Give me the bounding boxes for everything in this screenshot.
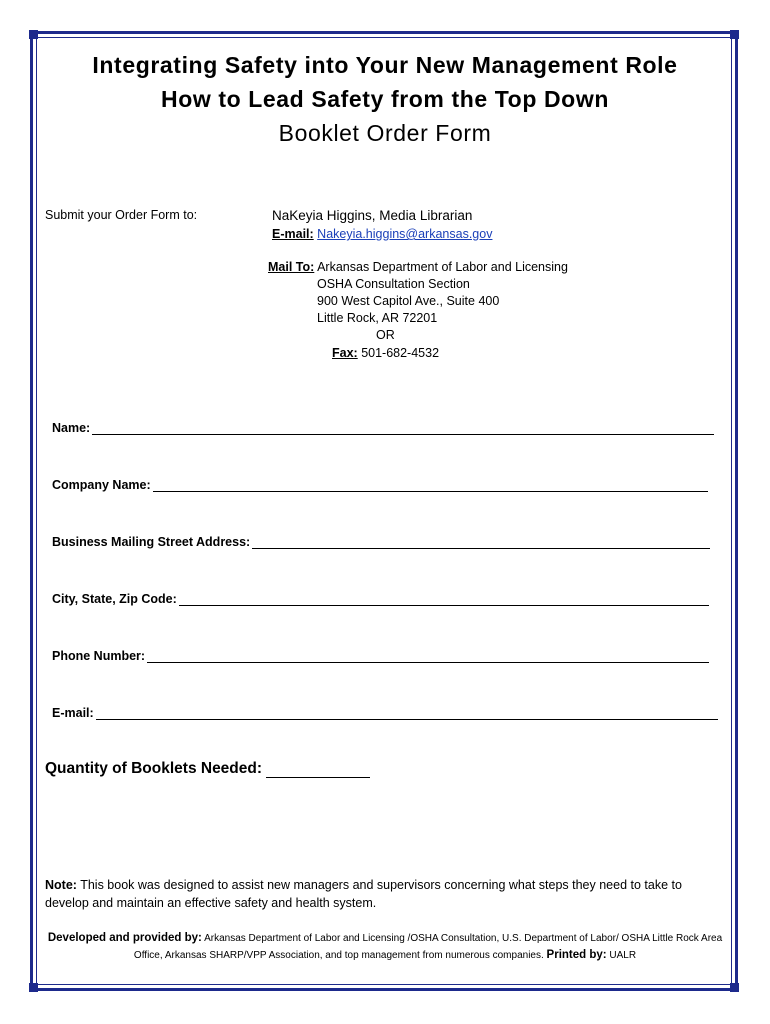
- mail-address-line-1: Arkansas Department of Labor and Licensing: [317, 260, 568, 274]
- developed-text: Arkansas Department of Labor and Licensing /OSHA Consultation, U.S. Department of Labor/ OSHA Little Rock Area Office, Arkansas SHARP/VPP Association, and top management from numerous companies.: [133, 933, 723, 961]
- developed-label: Developed and provided by:: [47, 932, 202, 944]
- mail-line-1: [268, 260, 568, 274]
- title-line-3: Booklet Order Form: [278, 120, 492, 146]
- corner-ornament-top-left: [29, 30, 38, 39]
- title-line-2: How to Lead Safety from the Top Down: [161, 86, 609, 112]
- phone-field[interactable]: [52, 649, 709, 663]
- fax-value: 501-682-4532: [361, 346, 440, 360]
- city-label: City, State, Zip Code:: [52, 592, 177, 606]
- address-field[interactable]: [52, 535, 710, 549]
- city-blank[interactable]: [179, 592, 709, 606]
- mail-label: Mail To:: [268, 260, 315, 274]
- note-paragraph: [45, 876, 725, 912]
- note-label: Note:: [45, 878, 77, 892]
- quantity-label: Quantity of Booklets Needed:: [45, 760, 263, 777]
- fax-label: Fax:: [332, 346, 358, 360]
- contact-name: NaKeyia Higgins, Media Librarian: [272, 208, 473, 223]
- email-field[interactable]: [52, 706, 718, 720]
- or-label: OR: [376, 328, 395, 342]
- phone-blank[interactable]: [147, 649, 709, 663]
- corner-ornament-top-right: [730, 30, 739, 39]
- address-blank[interactable]: [252, 535, 710, 549]
- email-line: [272, 227, 492, 241]
- email-label: E-mail:: [272, 227, 314, 241]
- email-link[interactable]: Nakeyia.higgins@arkansas.gov: [317, 227, 493, 241]
- company-blank[interactable]: [153, 478, 708, 492]
- mail-address-line-4: Little Rock, AR 72201: [317, 311, 438, 325]
- company-field[interactable]: [52, 478, 708, 492]
- title-line-1: Integrating Safety into Your New Management Role: [92, 52, 678, 78]
- company-label: Company Name:: [52, 478, 151, 492]
- city-field[interactable]: [52, 592, 709, 606]
- mail-address-line-2: OSHA Consultation Section: [317, 277, 470, 291]
- corner-ornament-bottom-right: [730, 983, 739, 992]
- printed-label: Printed by:: [546, 949, 607, 961]
- email-field-label: E-mail:: [52, 706, 94, 720]
- name-blank[interactable]: [92, 421, 714, 435]
- email-blank[interactable]: [96, 706, 718, 720]
- address-label: Business Mailing Street Address:: [52, 535, 251, 549]
- name-field[interactable]: [52, 421, 714, 435]
- printed-text: UALR: [609, 950, 637, 961]
- note-text: This book was designed to assist new managers and supervisors concerning what steps they need to take to develop and maintain an effective safety and health system.: [45, 878, 682, 910]
- mail-address-line-3: 900 West Capitol Ave., Suite 400: [317, 294, 500, 308]
- name-label: Name:: [52, 421, 91, 435]
- quantity-blank[interactable]: [266, 763, 370, 778]
- quantity-field[interactable]: [45, 760, 370, 778]
- page-border-inner: [36, 37, 732, 985]
- submit-label: Submit your Order Form to:: [45, 208, 198, 222]
- phone-label: Phone Number:: [52, 649, 146, 663]
- corner-ornament-bottom-left: [29, 983, 38, 992]
- fax-line: [332, 346, 439, 360]
- footer-credits: [40, 930, 730, 964]
